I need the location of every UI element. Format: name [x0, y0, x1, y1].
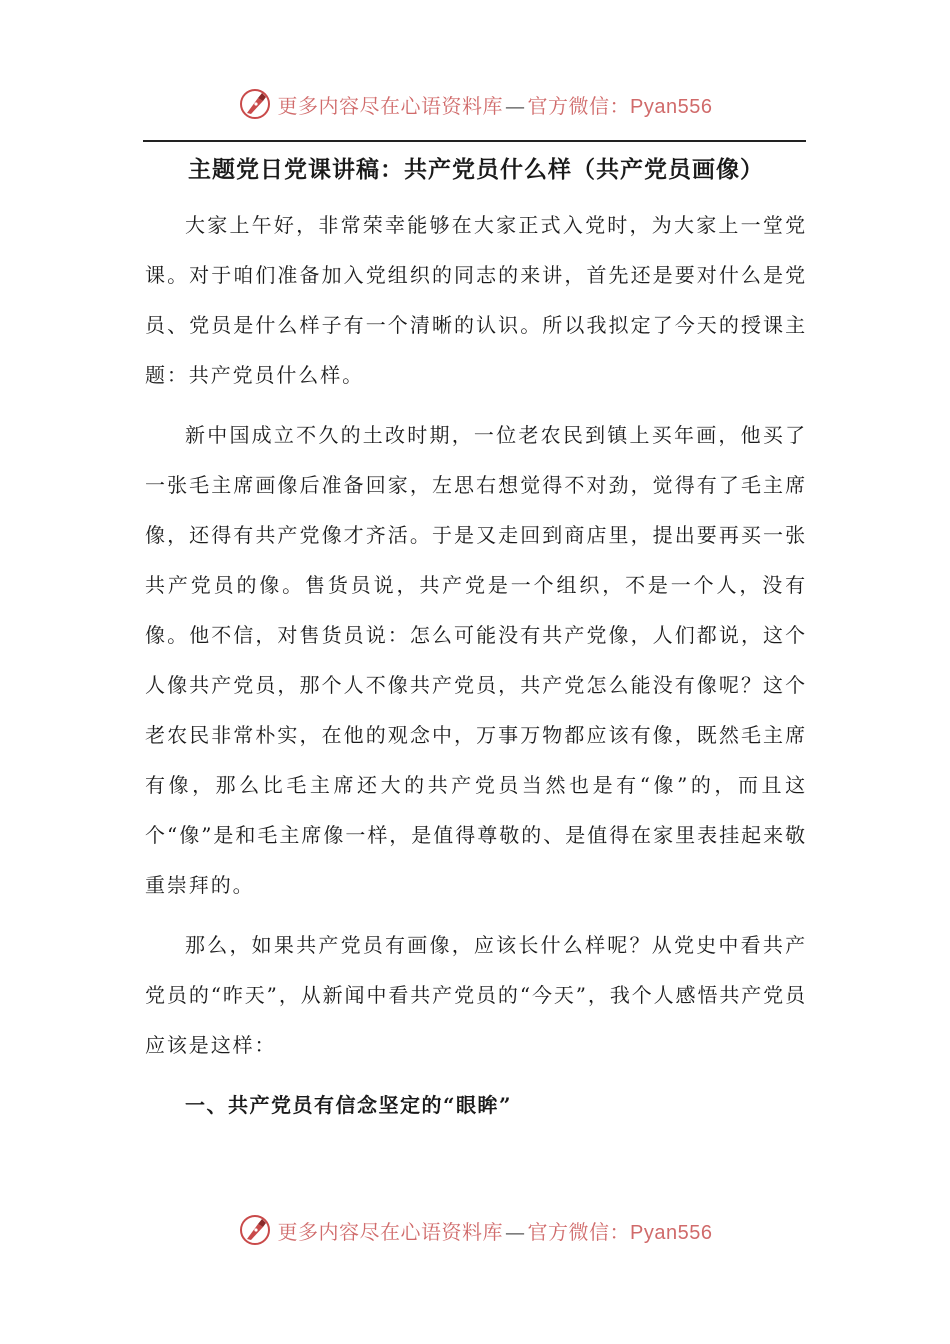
- pen-nib-logo-icon: [238, 87, 272, 121]
- watermark-handle: Pyan556: [630, 95, 713, 118]
- document-title: 主题党日党课讲稿：共产党员什么样（共产党员画像）: [188, 156, 764, 183]
- paragraph-story: 新中国成立不久的土改时期，一位老农民到镇上买年画，他买了一张毛主席画像后准备回家，左思右想觉得不对劲，觉得有了毛主席像，还得有共产党像才齐活。于是又走回到商店里，提出要再买一张共产党员的像。售货员说，共产党是一个组织，不是一个人，没有像。他不信，对售货员说：怎么可能没有共产党像，人们都说，这个人像共产党员，那个人不像共产党员，共产党怎么能没有像呢？这个老农民非常朴实，在他的观念中，万事万物都应该有像，既然毛主席有像，那么比毛主席还大的共产党员当然也是有“像”的，而且这个“像”是和毛主席像一样，是值得尊敬的、是值得在家里表挂起来敬重崇拜的。: [145, 423, 807, 897]
- watermark-separator: —: [505, 93, 526, 118]
- paragraph-question: 那么，如果共产党员有画像，应该长什么样呢？从党史中看共产党员的“昨天”，从新闻中看共产党员的“今天”，我个人感悟共产党员应该是这样：: [145, 933, 807, 1057]
- pen-nib-logo-icon: [238, 1213, 272, 1247]
- watermark-text: [278, 1216, 713, 1245]
- watermark-site: 更多内容尽在心语资料库: [277, 93, 504, 118]
- watermark-handle: Pyan556: [630, 1221, 713, 1244]
- header-divider: [143, 140, 806, 142]
- document-body: [145, 150, 807, 1130]
- section-heading-1: 一、共产党员有信念坚定的“眼眸”: [185, 1093, 513, 1117]
- paragraph-intro: 大家上午好，非常荣幸能够在大家正式入党时，为大家上一堂党课。对于咱们准备加入党组织的同志的来讲，首先还是要对什么是党员、党员是什么样子有一个清晰的认识。所以我拟定了今天的授课主题：共产党员什么样。: [145, 213, 807, 387]
- watermark-wechat-label: 官方微信：: [527, 1219, 631, 1244]
- watermark-text: [278, 90, 713, 119]
- watermark-site: 更多内容尽在心语资料库: [277, 1219, 504, 1244]
- header-watermark: [0, 84, 950, 124]
- watermark-separator: —: [505, 1219, 526, 1244]
- footer-watermark: [0, 1210, 950, 1250]
- watermark-wechat-label: 官方微信：: [527, 93, 631, 118]
